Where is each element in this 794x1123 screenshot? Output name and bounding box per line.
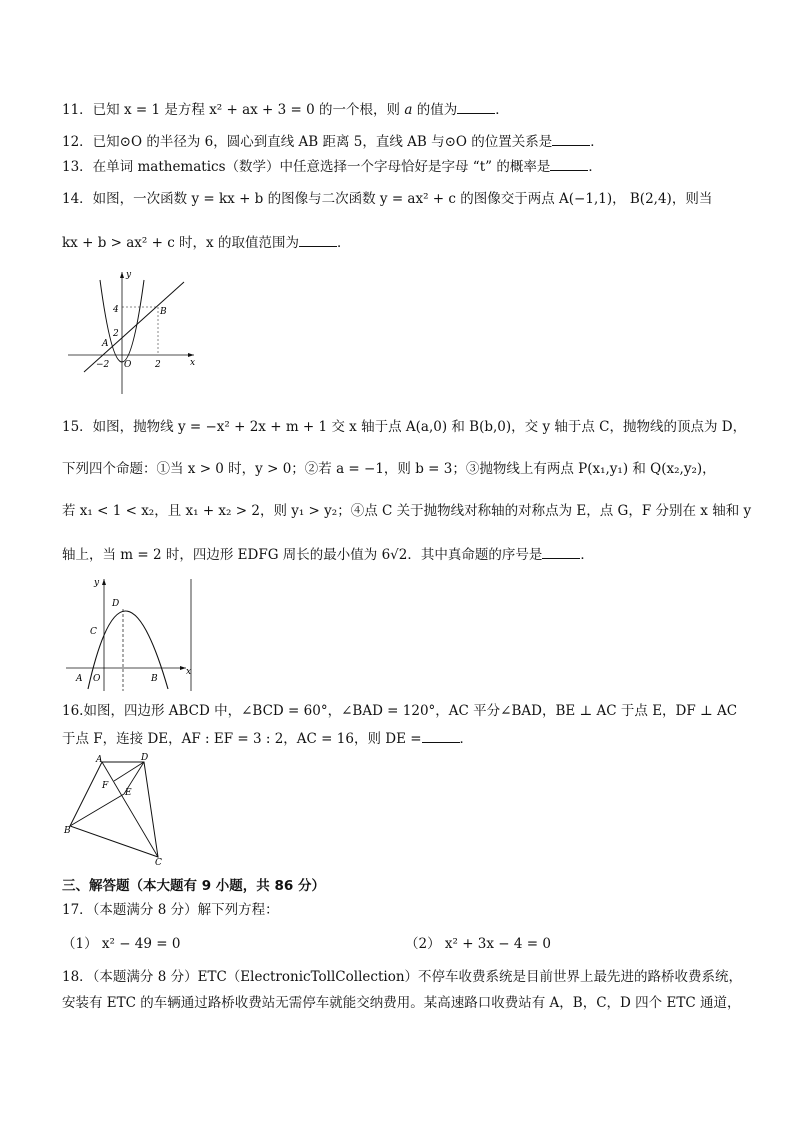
question-18-line-1: 18．（本题满分 8 分）ETC（ElectronicTollCollection）不停车收费系统是目前世界上最先进的路桥收费系统， [62, 969, 743, 985]
answer-blank [550, 158, 588, 171]
question-11 [62, 101, 509, 119]
question-18-line-2: 安装有 ETC 的车辆通过路桥收费站无需停车就能交纳费用。某高速路口收费站有 A，B，C，D 四个 ETC 通道， [62, 995, 741, 1011]
question-17-part-2: （2） x² + 3x − 4 = 0 [405, 936, 551, 952]
q12-text: 12．已知⊙O 的半径为 6，圆心到直线 AB 距离 5，直线 AB 与⊙O 的位置关系是 [62, 134, 553, 150]
question-13 [62, 158, 602, 176]
answer-blank [299, 234, 337, 247]
y-axis-label: y [94, 578, 100, 588]
q13-period: ． [588, 159, 602, 175]
quadrilateral-abcd [70, 762, 158, 857]
point-b-label: B [160, 307, 167, 317]
tick-label-4: 4 [113, 305, 119, 315]
point-a-label: A [76, 674, 83, 684]
answer-blank [457, 101, 495, 114]
point-a-label: A [96, 755, 103, 765]
question-12 [62, 133, 604, 151]
q14-period: ． [336, 235, 351, 251]
question-16-line-1 [62, 702, 737, 720]
point-d-label: D [112, 599, 120, 609]
x-axis-label: x [186, 667, 192, 677]
answer-blank [542, 546, 580, 559]
q13-text: 13．在单词 mathematics（数学）中任意选择一个字母恰好是字母 “t” 的概率是 [62, 159, 551, 175]
point-b-label: B [151, 674, 158, 684]
q11-variable: a [404, 102, 413, 118]
question-15-line-1 [62, 418, 746, 436]
section-3-heading: 三、解答题（本大题有 9 小题，共 86 分） [62, 878, 325, 894]
point-b-label: B [64, 826, 71, 836]
point-c-label: C [155, 858, 162, 867]
q16-text-2: 于点 F，连接 DE，AF : EF = 3 : 2，AC = 16，则 DE = [62, 731, 422, 747]
q11-period: ． [495, 102, 509, 118]
q11-text: 是方程 [160, 102, 210, 118]
question-15-line-4 [62, 546, 594, 564]
y-axis-label: y [126, 270, 132, 280]
question-17-title: 17．（本题满分 8 分）解下列方程： [62, 902, 279, 918]
origin-label: O [93, 674, 101, 684]
question-17-part-1: （1） x² − 49 = 0 [62, 936, 181, 952]
q11-equation-root: x = 1 [123, 102, 161, 118]
point-d-label: D [141, 753, 149, 763]
point-f-label: F [102, 781, 109, 791]
q15-text: 15．如图，抛物线 y = −x² + 2x + m + 1 交 x 轴于点 A(a,0) 和 B(b,0)，交 y 轴于点 C，抛物线的顶点为 D， [62, 419, 747, 435]
q15-text-3: 若 x₁ < 1 < x₂，且 x₁ + x₂ > 2，则 y₁ > y₂；④点 C 关于抛物线对称轴的对称点为 E，点 G，F 分别在 x 轴和 y [62, 503, 752, 519]
tick-label-2: 2 [113, 329, 119, 339]
point-c-label: C [90, 627, 97, 637]
tick-label-x-2: 2 [155, 360, 161, 370]
segment-df [114, 762, 144, 781]
q12-period: ． [590, 134, 604, 150]
q16-text: 16.如图，四边形 ABCD 中，∠BCD = 60°，∠BAD = 120°，AC 平分∠BAD，BE ⊥ AC 于点 E，DF ⊥ AC [62, 703, 738, 719]
q15-text-4: 轴上，当 m = 2 时，四边形 EDFG 周长的最小值为 6√2．其中真命题的序号是 [62, 547, 543, 563]
question-15-line-2 [62, 460, 716, 478]
point-a-label: A [102, 339, 109, 349]
question-14-line-2 [62, 234, 350, 252]
answer-blank [552, 133, 590, 146]
origin-label: O [124, 360, 132, 370]
q15-period: ． [580, 547, 594, 563]
figure-14-graph [62, 268, 202, 398]
question-16-line-2 [62, 730, 473, 748]
line-graph [84, 282, 184, 372]
question-14-line-1 [62, 190, 712, 208]
figure-15-graph [62, 575, 197, 693]
x-axis-label: x [190, 358, 196, 368]
answer-blank [422, 730, 460, 743]
figure-16-quadrilateral [62, 752, 182, 867]
q11-ending: 的值为 [412, 102, 458, 118]
q11-prefix: 11．已知 [62, 102, 124, 118]
q11-equation: x² + ax + 3 = 0 [209, 102, 315, 118]
question-15-line-3 [62, 502, 751, 520]
q14-text: 14．如图，一次函数 y = kx + b 的图像与二次函数 y = ax² + c 的图像交于两点 A(−1,1)， B(2,4)，则当 [62, 191, 713, 207]
q14-text-2: kx + b > ax² + c 时，x 的取值范围为 [62, 235, 299, 251]
q11-text-2: 的一个根，则 [314, 102, 405, 118]
q15-text-2: 下列四个命题：①当 x > 0 时，y > 0；②若 a = −1，则 b = 3；③抛物线上有两点 P(x₁,y₁) 和 Q(x₂,y₂)， [62, 461, 716, 477]
point-e-label: E [125, 788, 132, 798]
q16-period: ． [459, 731, 474, 747]
tick-label-minus-2: −2 [96, 360, 110, 370]
diagonal-ac [102, 762, 158, 857]
